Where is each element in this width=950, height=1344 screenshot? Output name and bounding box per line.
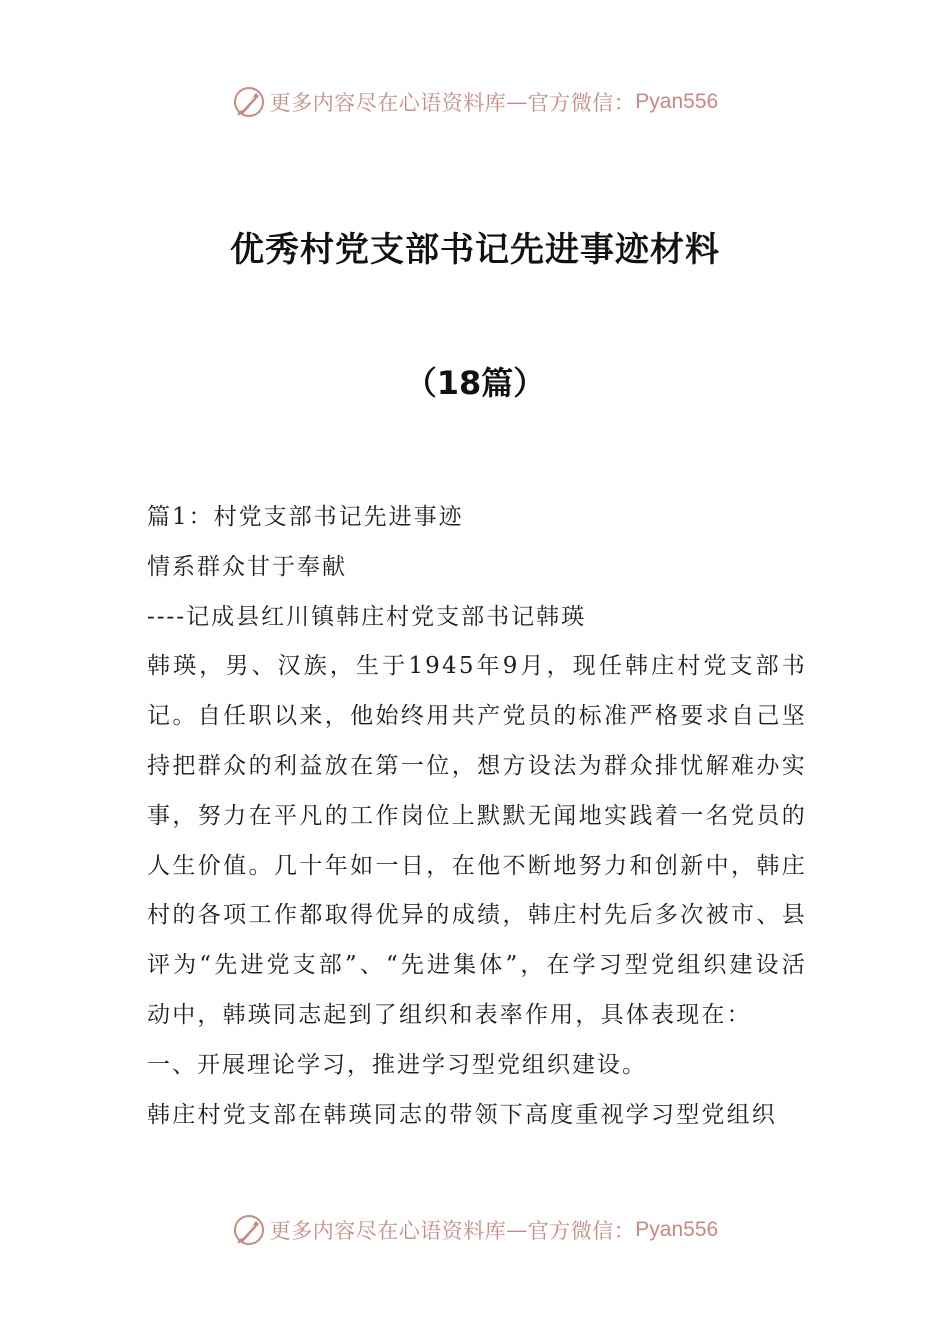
- article-byline: ----记成县红川镇韩庄村党支部书记韩瑛: [147, 603, 587, 630]
- watermark-wechat-id: Pyan556: [635, 1218, 719, 1241]
- subsection-heading: 一、开展理论学习，推进学习型党组织建设。: [147, 1051, 647, 1078]
- watermark-label: 官方微信：: [527, 91, 636, 115]
- watermark-banner-bottom: [0, 1208, 950, 1252]
- watermark-dash: —: [506, 1218, 528, 1242]
- watermark-label: 官方微信：: [527, 1219, 636, 1243]
- watermark-text: 更多内容尽在心语资料库: [269, 91, 507, 115]
- paragraph: 韩瑛，男、汉族，生于1945年9月，现任韩庄村党支部书记。自任职以来，他始终用共产党员的标准严格要求自己坚持把群众的利益放在第一位，想方设法为群众排忧解难办实事，努力在平凡的工作岗位上默默无闻地实践着一名党员的人生价值。几十年如一日，在他不断地努力和创新中，韩庄村的各项工作都取得优异的成绩，韩庄村先后多次被市、县评为“先进党支部”、“先进集体”，在学习型党组织建设活动中，韩瑛同志起到了组织和表率作用，具体表现在：: [147, 653, 807, 1028]
- document-body: [147, 493, 807, 1140]
- paragraph: 韩庄村党支部在韩瑛同志的带领下高度重视学习型党组织: [147, 1101, 777, 1128]
- watermark-text: 更多内容尽在心语资料库: [269, 1219, 507, 1243]
- article-title: 情系群众甘于奉献: [147, 553, 347, 580]
- watermark-wechat-id: Pyan556: [635, 90, 719, 113]
- document-subtitle: （18篇）: [404, 364, 546, 402]
- section-heading: 篇1：村党支部书记先进事迹: [147, 504, 464, 530]
- watermark-dash: —: [506, 90, 528, 114]
- watermark-banner-top: [0, 80, 950, 124]
- quill-pen-logo-icon: [232, 85, 266, 119]
- quill-pen-logo-icon: [232, 1213, 266, 1247]
- document-title: 优秀村党支部书记先进事迹材料: [230, 230, 720, 270]
